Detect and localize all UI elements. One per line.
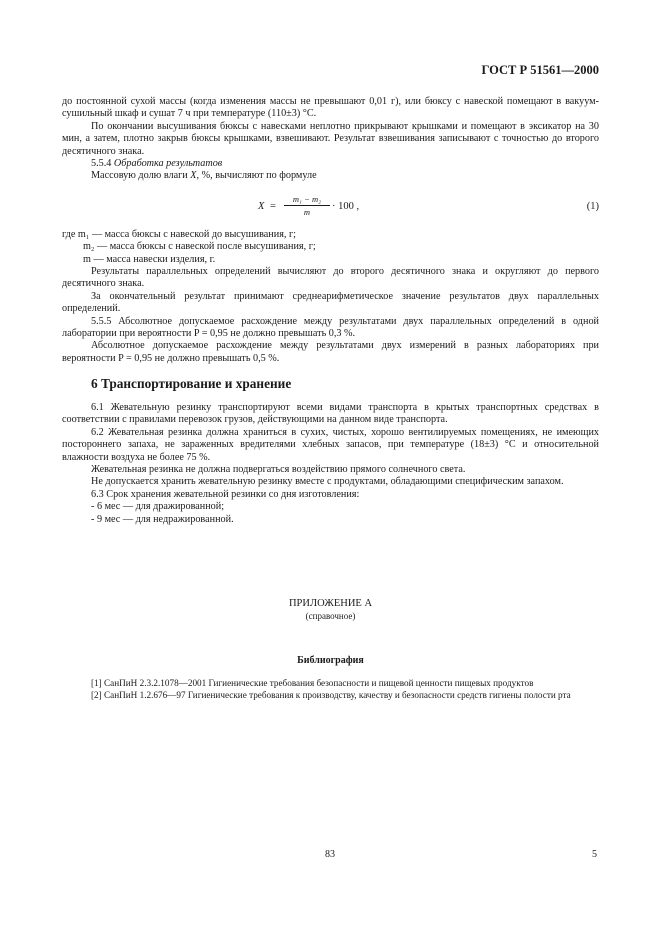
- formula-number: (1): [586, 201, 599, 212]
- formula-legend: [62, 229, 599, 266]
- drying-section: [62, 96, 599, 183]
- formula-denominator: m: [303, 207, 311, 217]
- formula-lhs: X: [258, 201, 265, 212]
- formula-intro-text-end: , %, вычисляют по формуле: [196, 170, 317, 182]
- sheet-number: 5: [592, 849, 597, 860]
- section-6-title: 6 Транспортирование и хранение: [91, 376, 292, 391]
- paragraph-formula-intro: [62, 170, 599, 182]
- list-item-uncoated: - 9 мес — для недражированной.: [91, 513, 234, 525]
- appendix-title: ПРИЛОЖЕНИЕ А: [288, 598, 373, 609]
- moisture-formula: [62, 194, 599, 224]
- bibliography-item: [2] СанПиН 1.2.676—97 Гигиенические требования к производству, качеству и безопасности средств гигиены полости рта: [91, 689, 571, 700]
- paragraph-sunlight: Жевательная резинка не должна подвергаться воздействию прямого солнечного света.: [91, 464, 466, 476]
- paragraph-final-result: За окончательный результат принимают среднеарифметическое значение результатов двух параллельных определений.: [62, 290, 599, 315]
- legend-m2: m₂ — масса бюксы с навеской после высушивания, г;: [83, 241, 316, 253]
- formula-equals: =: [270, 201, 276, 212]
- bibliography-list: [62, 678, 599, 701]
- paragraph-interlab: Абсолютное допускаемое расхождение между результатами двух измерений в разных лабораториях при вероятности P = 0,95 не должно превышать 0,5 %.: [62, 340, 599, 364]
- appendix-heading: [0, 598, 661, 622]
- formula-intro-text: Массовую долю влаги: [91, 170, 191, 182]
- subsection-5-5-4-heading: [62, 158, 599, 170]
- subsection-number: 5.5.4: [91, 158, 112, 170]
- formula-numerator: m₁ − m₂: [284, 194, 330, 206]
- paragraph-odor: Не допускается хранить жевательную резинку вместе с продуктами, обладающими специфическим запахом.: [91, 476, 564, 488]
- formula-multiplier: · 100 ,: [332, 201, 360, 212]
- legend-m: m — масса навески изделия, г.: [83, 253, 216, 265]
- paragraph-6-2: 6.2 Жевательная резинка должна храниться в сухих, чистых, хорошо вентилируемых помещениях, не имеющих постороннего запаха, не зараженных вредителями хлебных запасов, при температуре (18±3) °С и относительной влажности воздуха не более 75 %.: [62, 426, 599, 463]
- bibliography-title: Библиография: [297, 655, 364, 666]
- paragraph-rounding: Результаты параллельных определений вычисляют до второго десятичного знака и округляют до первого десятичного знака.: [62, 266, 599, 290]
- paragraph-5-5-5: 5.5.5 Абсолютное допускаемое расхождение между результатами двух параллельных определений в одной лаборатории при вероятности P = 0,95 не должно превышать 0,3 %.: [62, 315, 599, 340]
- page-number: 83: [325, 849, 335, 860]
- paragraph-drying-continued: до постоянной сухой массы (когда изменения массы не превышают 0,01 г), или бюксу с навеской помещают в вакуум-сушильный шкаф и сушат 7 ч при температуре (110±3) °С.: [62, 96, 599, 120]
- results-section: [62, 266, 599, 365]
- document-header: ГОСТ Р 51561—2000: [481, 63, 599, 77]
- list-item-coated: - 6 мес — для дражированной;: [91, 501, 225, 513]
- formula-fraction: [284, 194, 330, 217]
- appendix-subtitle: (справочное): [305, 611, 356, 621]
- legend-m1: где m₁ — масса бюксы с навеской до высушивания, г;: [62, 229, 296, 240]
- formula-intro-variable: X: [190, 170, 197, 182]
- paragraph-weighing: По окончании высушивания бюксы с навесками неплотно прикрывают крышками и помещают в эксикатор на 30 мин, а затем, плотно закрыв бюксы крышками, взвешивают. Результат взвешивания записывают с точностью до второго десятичного знака.: [62, 120, 599, 157]
- bibliography-item: [1] СанПиН 2.3.2.1078—2001 Гигиенические требования безопасности и пищевой ценности пищевых продуктов: [91, 678, 534, 688]
- section-6-body: [62, 402, 599, 526]
- paragraph-6-3: 6.3 Срок хранения жевательной резинки со дня изготовления:: [91, 488, 360, 500]
- subsection-title: Обработка результатов: [113, 158, 223, 170]
- paragraph-6-1: 6.1 Жевательную резинку транспортируют всеми видами транспорта в крытых транспортных средствах в соответствии с правилами перевозок грузов, действующими на данном виде транспорта.: [62, 402, 599, 426]
